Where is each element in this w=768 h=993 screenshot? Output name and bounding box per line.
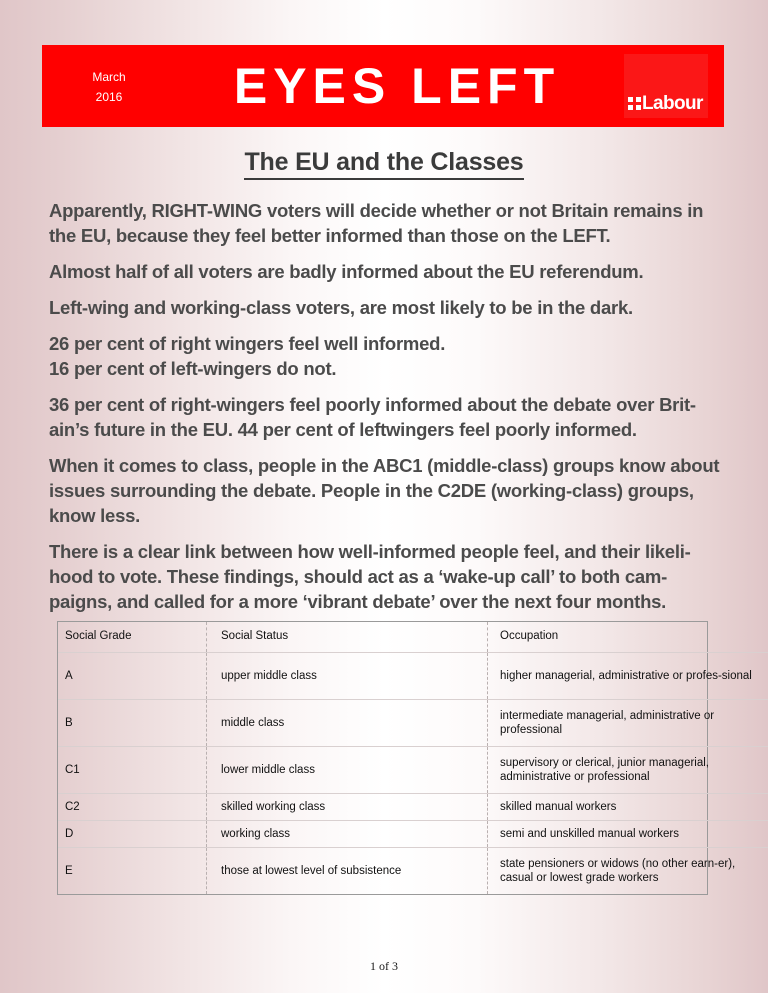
page-title [0, 148, 768, 177]
cell-social-grade: A [58, 653, 207, 700]
labour-logo [624, 54, 708, 118]
paragraph: There is a clear link between how well-informed people feel, and their likeli-hood to vote. These findings, should act as a ‘wake-up call’ to both cam-paigns, and called for a more ‘vibrant debate’ over the next four months. [49, 541, 691, 612]
cell-social-grade: E [65, 865, 73, 877]
cell-social-grade: C2 [58, 794, 207, 821]
cell-social-status: middle class [207, 700, 488, 747]
cell-social-grade: C1 [58, 747, 207, 794]
paragraph: Apparently, RIGHT-WING voters will decide whether or not Britain remains in the EU, because they feel better informed than those on the LEFT. [49, 200, 704, 246]
paragraph: 26 per cent of right wingers feel well informed. [49, 333, 446, 354]
cell-social-status: skilled working class [207, 794, 488, 821]
social-grade-table [57, 621, 752, 895]
labour-rose-icon [628, 97, 641, 110]
column-header-occupation: Occupation [488, 622, 768, 653]
cell-occupation: intermediate managerial, administrative or professional [488, 700, 768, 747]
table-row [58, 653, 768, 700]
paragraph: 36 per cent of right-wingers feel poorly informed about the debate over Brit-ain’s future in the EU. 44 per cent of leftwingers feel poorly informed. [49, 394, 696, 440]
cell-occupation: higher managerial, administrative or profes-sional [488, 653, 768, 700]
cell-social-status: those at lowest level of subsistence [207, 848, 488, 895]
cell-social-status: working class [207, 821, 488, 848]
masthead-title: EYES LEFT [233, 58, 561, 114]
paragraph: Almost half of all voters are badly informed about the EU referendum. [49, 261, 644, 282]
column-header-social-grade: Social Grade [58, 622, 207, 653]
table-row [58, 848, 768, 895]
page-title-text: The EU and the Classes [244, 148, 523, 180]
cell-occupation: skilled manual workers [488, 794, 768, 821]
cell-occupation: state pensioners or widows (no other earn-er), casual or lowest grade workers [500, 858, 736, 884]
issue-date [64, 67, 154, 107]
paragraph: When it comes to class, people in the ABC1 (middle-class) groups know about issues surrounding the debate. People in the C2DE (working-class) groups, know less. [49, 455, 720, 526]
cell-occupation: supervisory or clerical, junior managerial, administrative or professional [488, 747, 768, 794]
paragraph: Left-wing and working-class voters, are most likely to be in the dark. [49, 297, 633, 318]
column-header-social-status: Social Status [207, 622, 488, 653]
cell-social-status: upper middle class [207, 653, 488, 700]
issue-month: March [92, 70, 126, 84]
table-row [58, 700, 768, 747]
table-row [58, 794, 768, 821]
page-number: 1 of 3 [370, 959, 398, 973]
table-row [58, 821, 768, 848]
table-header-row [58, 622, 768, 653]
article-body [49, 198, 721, 625]
cell-occupation: semi and unskilled manual workers [488, 821, 768, 848]
table-row [58, 747, 768, 794]
cell-social-grade: D [58, 821, 207, 848]
masthead-banner [42, 45, 724, 127]
issue-year: 2016 [95, 90, 123, 104]
labour-logo-text: Labour [642, 93, 703, 114]
paragraph: 16 per cent of left-wingers do not. [49, 358, 337, 379]
cell-social-grade: B [58, 700, 207, 747]
cell-social-status: lower middle class [207, 747, 488, 794]
